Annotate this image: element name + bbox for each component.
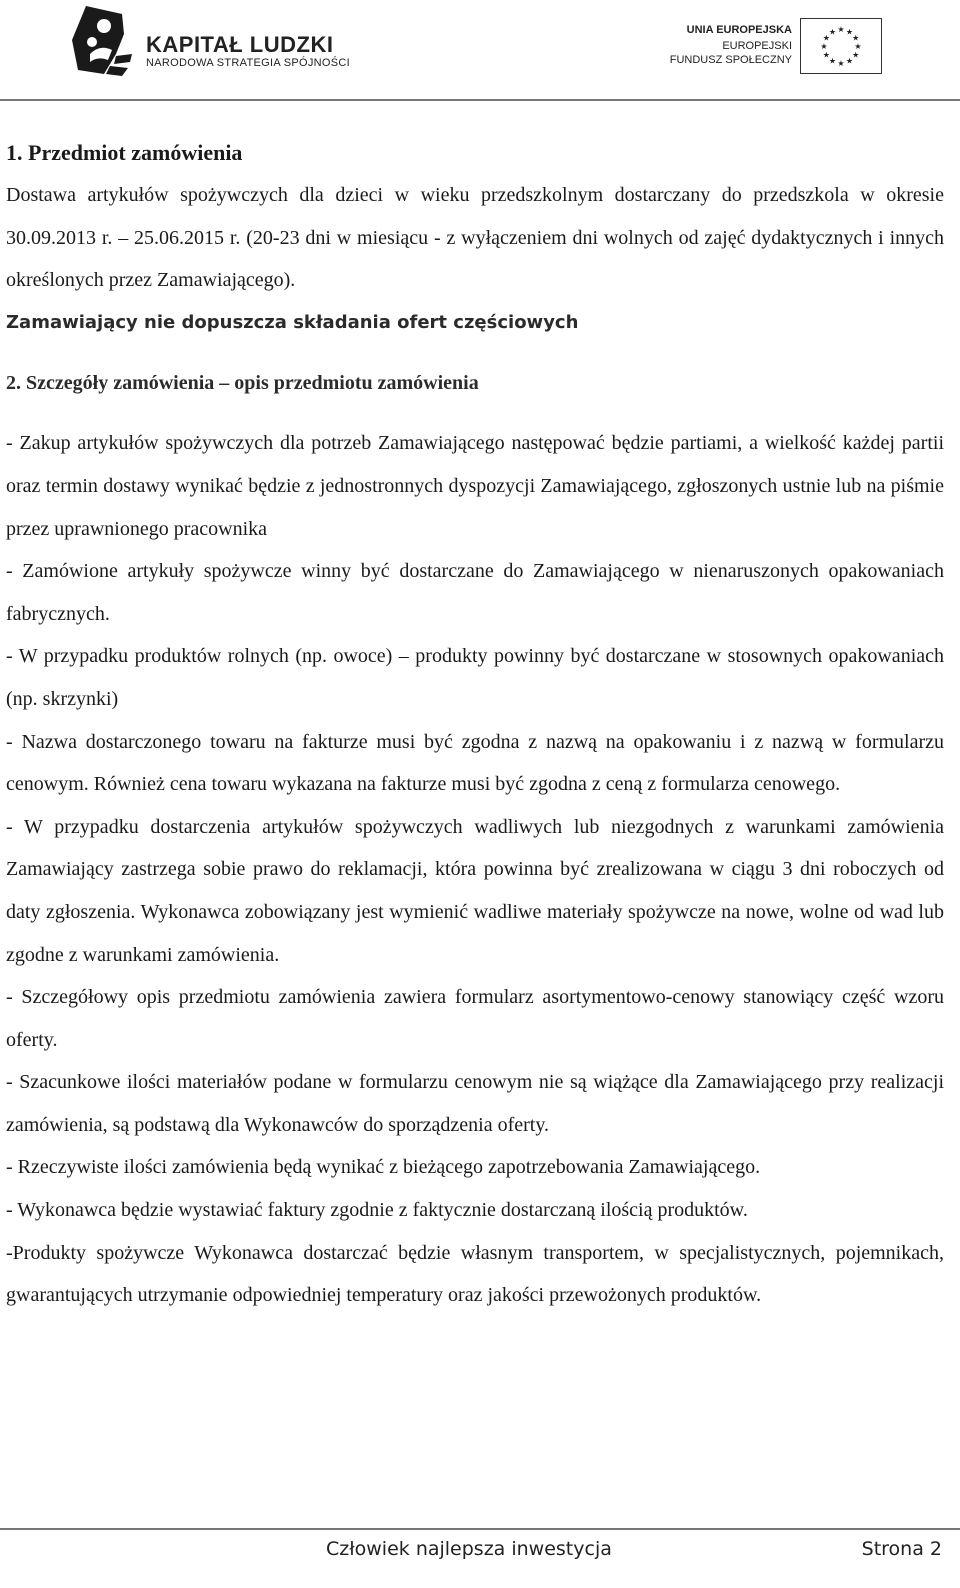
- section2-item: - W przypadku dostarczenia artykułów spożywczych wadliwych lub niezgodnych z warunkami zamówienia Zamawiający zastrzega sobie prawo do reklamacji, która powinna być zrealizowana w ciągu 3 dni roboczych od daty zgłoszenia. Wykonawca zobowiązany jest wymienić wadliwe materiały spożywcze na nowe, wolne od wad lub zgodne z warunkami zamówienia.: [6, 815, 944, 966]
- eu-star-icon: ★: [837, 25, 845, 34]
- section2-item: - W przypadku produktów rolnych (np. owoce) – produkty powinny być dostarczane w stosownych opakowaniach (np. skrzynki): [6, 645, 944, 710]
- eu-star-icon: ★: [822, 33, 830, 43]
- section2-item: - Zakup artykułów spożywczych dla potrzeb Zamawiającego następować będzie partiami, a wielkość każdej partii oraz termin dostawy wynikać będzie z jednostronnych dyspozycji Zamawiającego, zgłoszonych ustnie lub na piśmie przez uprawnionego pracownika: [6, 432, 944, 540]
- footer-divider: [0, 1528, 960, 1530]
- eu-logo-line2: EUROPEJSKI: [722, 40, 792, 52]
- eu-star-icon: ★: [820, 42, 828, 51]
- section2-item: - Wykonawca będzie wystawiać faktury zgodnie z faktycznie dostarczaną ilością produktów.: [6, 1199, 748, 1222]
- eu-star-icon: ★: [828, 56, 837, 66]
- eu-star-icon: ★: [845, 27, 854, 37]
- section2-item: - Nazwa dostarczonego towaru na fakturze musi być zgodna z nazwą na opakowaniu i z nazwą w formularzu cenowym. Również cena towaru wykazana na fakturze musi być zgodna z ceną z formularza cenowego.: [6, 730, 944, 796]
- eu-star-icon: ★: [828, 27, 837, 37]
- section2-item: -Produkty spożywcze Wykonawca dostarczać będzie własnym transportem, w specjalistycznych, pojemnikach, gwarantujących utrzymanie odpowiedniej temperatury oraz jakości przewożonych produktów.: [6, 1241, 944, 1307]
- eu-star-icon: ★: [822, 50, 830, 60]
- eu-logo: [660, 18, 884, 78]
- eu-flag-icon: [800, 18, 882, 74]
- header-divider: [0, 99, 960, 101]
- eu-logo-line3: FUNDUSZ SPOŁECZNY: [669, 54, 792, 66]
- page-header: [0, 0, 960, 90]
- section2-item: - Szacunkowe ilości materiałów podane w formularzu cenowym nie są wiążące dla Zamawiającego przy realizacji zamówienia, są podstawą dla Wykonawców do sporządzenia oferty.: [6, 1071, 944, 1136]
- eu-star-icon: ★: [852, 33, 860, 43]
- logo-subtitle: NARODOWA STRATEGIA SPÓJNOŚCI: [146, 57, 350, 69]
- section2-item: - Szczegółowy opis przedmiotu zamówienia zawiera formularz asortymentowo-cenowy stanowiący część wzoru oferty.: [6, 986, 944, 1051]
- eu-logo-line1: UNIA EUROPEJSKA: [686, 24, 792, 36]
- section2-item: - Rzeczywiste ilości zamówienia będą wynikać z bieżącego zapotrzebowania Zamawiającego.: [6, 1156, 761, 1179]
- eu-star-icon: ★: [837, 59, 845, 68]
- logo-title: KAPITAŁ LUDZKI: [146, 32, 334, 57]
- kapital-ludzki-emblem-icon: [70, 4, 140, 78]
- eu-star-icon: ★: [852, 50, 860, 60]
- section1-heading: 1. Przedmiot zamówienia: [6, 140, 243, 165]
- section2-heading: 2. Szczegóły zamówienia – opis przedmiotu zamówienia: [6, 371, 479, 394]
- eu-star-icon: ★: [845, 56, 854, 66]
- document-body: [6, 131, 944, 1317]
- page-number: Strona 2: [861, 1538, 942, 1560]
- section2-item: - Zamówione artykuły spożywcze winny być dostarczane do Zamawiającego w nienaruszonych opakowaniach fabrycznych.: [6, 560, 944, 625]
- eu-star-icon: ★: [854, 42, 862, 51]
- footer-motto: Człowiek najlepsza inwestycja: [326, 1538, 612, 1560]
- section1-paragraph: Dostawa artykułów spożywczych dla dzieci w wieku przedszkolnym dostarczany do przedszkola w okresie 30.09.2013 r. – 25.06.2015 r. (20-23 dni w miesiącu - z wyłączeniem dni wolnych od zajęć dydaktycznych i innych określonych przez Zamawiającego).: [6, 184, 944, 292]
- kapital-ludzki-logo: [70, 4, 370, 78]
- section1-note: Zamawiający nie dopuszcza składania ofert częściowych: [6, 311, 579, 333]
